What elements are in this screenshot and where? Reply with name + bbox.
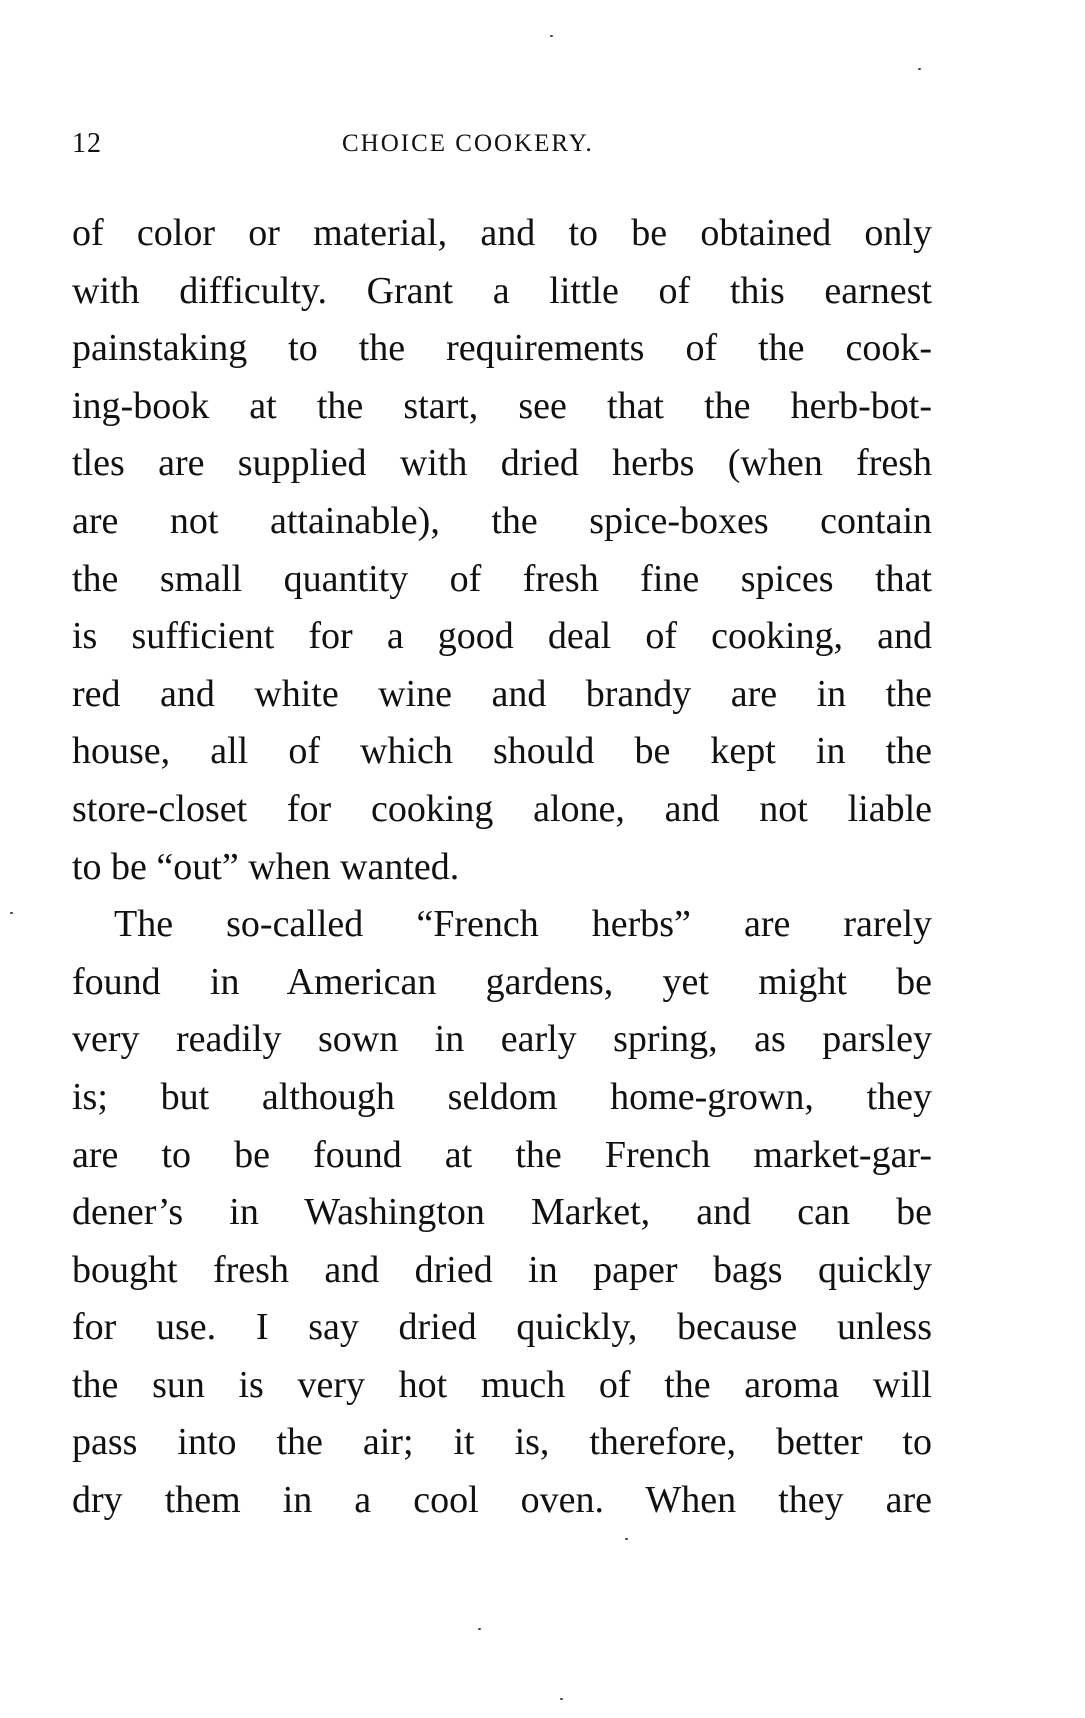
scan-speck <box>560 1698 563 1700</box>
page-number: 12 <box>72 128 102 159</box>
text-line: found in American gardens, yet might be <box>72 960 932 1003</box>
running-title: CHOICE COOKERY. <box>342 130 594 157</box>
text-line: to be “out” when wanted. <box>72 845 460 888</box>
text-line: dry them in a cool oven. When they are <box>72 1479 932 1522</box>
scan-speck <box>478 1628 481 1630</box>
text-line: tles are supplied with dried herbs (when fresh <box>72 442 932 485</box>
text-line: dener’s in Washington Market, and can be <box>72 1191 932 1234</box>
text-line: the sun is very hot much of the aroma will <box>72 1363 932 1406</box>
page-header <box>72 128 932 168</box>
text-line: are to be found at the French market-gar- <box>72 1133 932 1176</box>
text-line: The so-called “French herbs” are rarely <box>114 903 932 946</box>
paragraph-2 <box>72 896 932 1530</box>
text-line: ing-book at the start, see that the herb-bot- <box>72 384 932 427</box>
text-line: store-closet for cooking alone, and not liable <box>72 787 932 830</box>
text-line: pass into the air; it is, therefore, better to <box>72 1421 932 1464</box>
text-line: red and white wine and brandy are in the <box>72 672 932 715</box>
text-line: painstaking to the requirements of the cook- <box>72 327 932 370</box>
text-line: of color or material, and to be obtained only <box>72 212 932 254</box>
scan-speck <box>10 912 13 914</box>
scan-speck <box>625 1538 628 1540</box>
text-line: are not attainable), the spice-boxes contain <box>72 499 932 542</box>
text-line: bought fresh and dried in paper bags quickly <box>72 1248 932 1291</box>
text-line: for use. I say dried quickly, because unless <box>72 1306 932 1349</box>
body-text <box>72 205 932 1530</box>
text-line: with difficulty. Grant a little of this earnest <box>72 269 932 312</box>
paragraph-1 <box>72 205 932 896</box>
text-line: house, all of which should be kept in the <box>72 730 932 773</box>
scan-speck <box>918 68 921 70</box>
scan-speck <box>550 35 553 37</box>
text-line: very readily sown in early spring, as parsley <box>72 1018 932 1061</box>
text-line: the small quantity of fresh fine spices that <box>72 557 932 600</box>
text-line: is sufficient for a good deal of cooking, and <box>72 615 932 658</box>
text-line: is; but although seldom home-grown, they <box>72 1075 932 1118</box>
